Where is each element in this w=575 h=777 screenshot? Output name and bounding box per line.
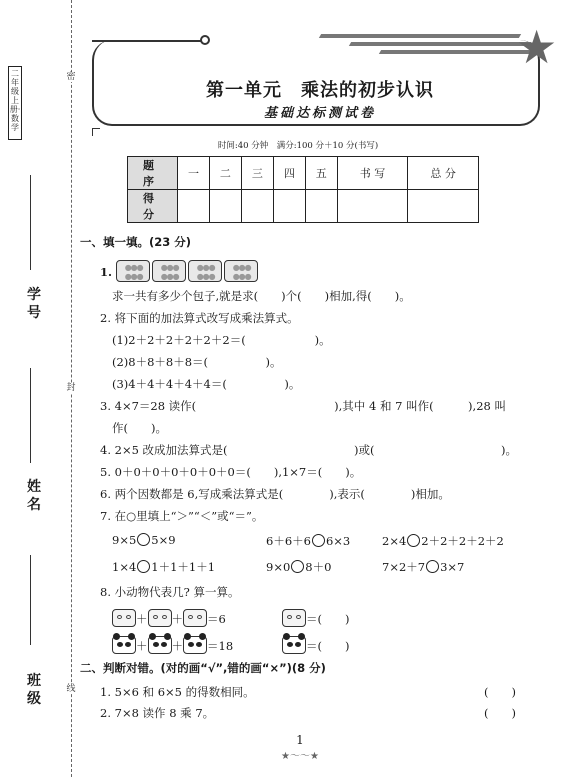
question-6: 6. 两个因数都是 6,写成乘法算式是( ),表示( )相加。 (100, 487, 450, 501)
compare-circle[interactable] (137, 533, 150, 546)
section-1-heading: 一、填一填。(23 分) (80, 235, 192, 249)
seal-char-feng: 封 (64, 383, 78, 393)
bun-basket-icon (152, 260, 186, 282)
star-icon: ★ (516, 20, 558, 74)
question-3-line2: 作( )。 (112, 421, 167, 435)
compare-item: 6＋6＋6 6×3 (266, 534, 351, 548)
compare-item: 7×2＋7 3×7 (382, 560, 465, 574)
cat-icon (282, 609, 306, 627)
banner-stripe (379, 50, 531, 54)
banner-dot (200, 35, 210, 45)
compare-item: 2×4 2＋2＋2＋2＋2 (382, 534, 504, 548)
question-number: 1. (100, 265, 113, 279)
judge-1: 1. 5×6 和 6×5 的得数相同。 (100, 685, 255, 699)
column-header: 三 (241, 157, 273, 190)
score-cell[interactable] (273, 190, 305, 223)
cat-icon (148, 609, 172, 627)
column-header: 四 (273, 157, 305, 190)
banner-stripe (349, 42, 531, 46)
panda-icon (183, 636, 207, 654)
seal-char-mi: 密 (64, 72, 78, 82)
panda-icon (282, 636, 306, 654)
grade-label: 二年级上册·数学 (8, 66, 22, 140)
question-4: 4. 2×5 改成加法算式是( )或( )。 (100, 443, 517, 457)
footer-stars: ★～～★ (281, 751, 319, 762)
name-line[interactable] (30, 368, 31, 463)
score-cell[interactable] (241, 190, 273, 223)
score-cell[interactable] (178, 190, 210, 223)
compare-circle[interactable] (426, 560, 439, 573)
column-header: 书 写 (337, 157, 408, 190)
score-cell[interactable] (337, 190, 408, 223)
compare-item: 9×5 5×9 (112, 533, 176, 547)
column-header: 五 (305, 157, 337, 190)
time-info: 时间:40 分钟 满分:100 分＋10 分(书写) (217, 141, 379, 151)
corner-mark (92, 128, 100, 136)
compare-circle[interactable] (407, 534, 420, 547)
question-8: 8. 小动物代表几? 算一算。 (100, 585, 240, 599)
compare-item: 1×4 1＋1＋1＋1 (112, 560, 216, 574)
question-2b: (2)8＋8＋8＋8＝( )。 (112, 355, 282, 369)
score-cell[interactable] (305, 190, 337, 223)
binding-strip (0, 0, 80, 777)
animal-answer-1: ＝( ) (282, 609, 349, 627)
question-7: 7. 在○里填上“＞”“＜”或“＝”。 (100, 509, 264, 523)
question-2c: (3)4＋4＋4＋4＋4＝( )。 (112, 377, 301, 391)
score-cell[interactable] (209, 190, 241, 223)
score-cell[interactable] (408, 190, 479, 223)
bun-basket-icon (116, 260, 150, 282)
question-3-line1: 3. 4×7＝28 读作( ),其中 4 和 7 叫作( ),28 叫 (100, 399, 506, 413)
bun-basket-icon (188, 260, 222, 282)
question-2a: (1)2＋2＋2＋2＋2＋2＝( )。 (112, 333, 331, 347)
panda-icon (112, 636, 136, 654)
column-header: 二 (209, 157, 241, 190)
animal-equation-2: ＋ ＋ ＝18 (112, 636, 233, 654)
bun-baskets-image (116, 260, 260, 285)
bun-basket-icon (224, 260, 258, 282)
table-row (128, 157, 479, 190)
question-5: 5. 0＋0＋0＋0＋0＋0＋0＝( ),1×7＝( )。 (100, 465, 362, 479)
judge-2-answer[interactable]: ( ) (484, 706, 516, 720)
page-footer (265, 733, 335, 762)
score-table (127, 156, 479, 223)
table-row (128, 190, 479, 223)
cat-icon (112, 609, 136, 627)
animal-answer-2: ＝( ) (282, 636, 349, 654)
animal-equation-1: ＋ ＋ ＝6 (112, 609, 226, 627)
panda-icon (148, 636, 172, 654)
student-id-label: 学号 (27, 287, 41, 321)
name-label: 姓名 (27, 479, 41, 513)
compare-circle[interactable] (137, 560, 150, 573)
question-1-image-row (100, 260, 260, 285)
page-subtitle: 基础达标测试卷 (263, 106, 376, 121)
class-line[interactable] (30, 555, 31, 645)
question-1: 求一共有多少个包子,就是求( )个( )相加,得( )。 (112, 289, 411, 303)
question-2: 2. 将下面的加法算式改写成乘法算式。 (100, 311, 299, 325)
student-id-line[interactable] (30, 175, 31, 270)
compare-circle[interactable] (312, 534, 325, 547)
cat-icon (183, 609, 207, 627)
banner-stripe (319, 34, 521, 38)
page-title: 第一单元 乘法的初步认识 (206, 80, 434, 101)
page-number: 1 (296, 733, 304, 747)
class-label: 班级 (27, 673, 41, 707)
compare-item: 9×0 8＋0 (266, 560, 332, 574)
judge-2: 2. 7×8 读作 8 乘 7。 (100, 706, 215, 720)
banner-top-line (92, 40, 204, 42)
column-header: 一 (178, 157, 210, 190)
row-header: 题 序 (128, 157, 178, 190)
row-header: 得 分 (128, 190, 178, 223)
judge-1-answer[interactable]: ( ) (484, 685, 516, 699)
section-2-heading: 二、判断对错。(对的画“√”,错的画“×”)(8 分) (80, 661, 326, 675)
column-header: 总 分 (408, 157, 479, 190)
compare-circle[interactable] (291, 560, 304, 573)
seal-char-xian: 线 (64, 684, 78, 694)
